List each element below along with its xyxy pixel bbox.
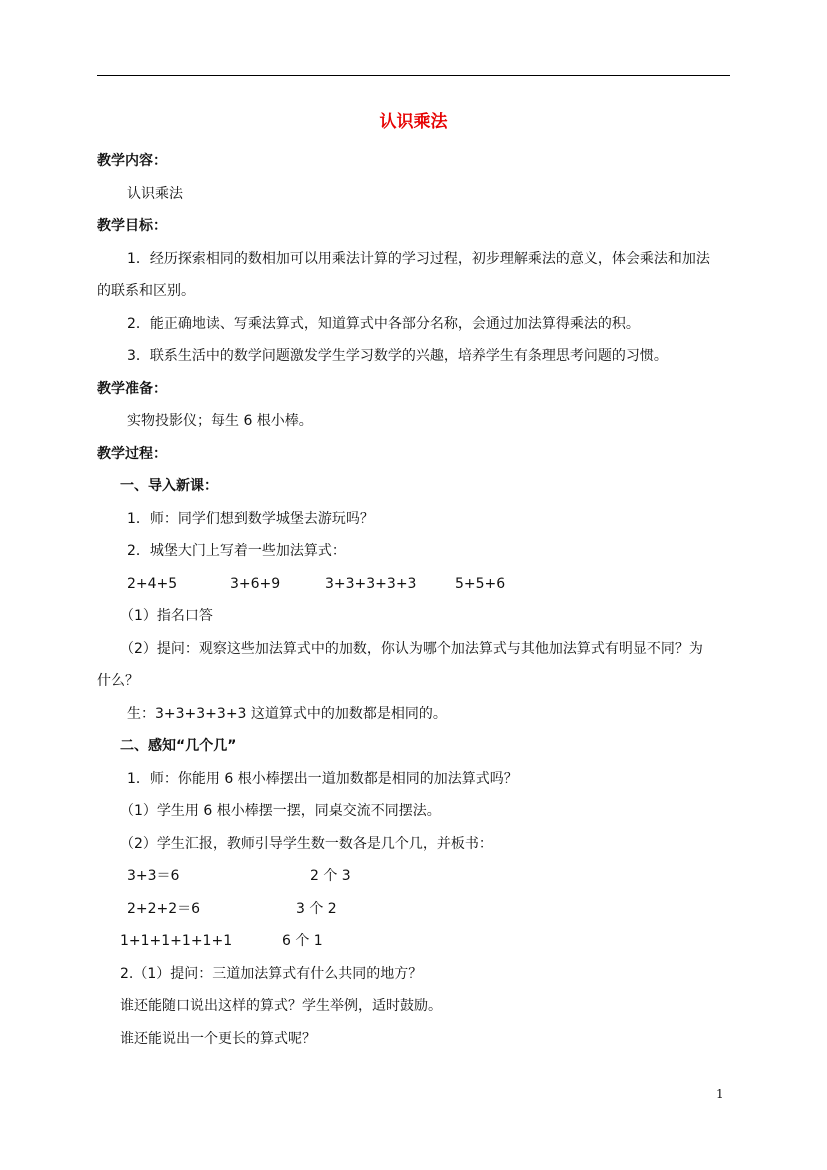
goal-3: 3．联系生活中的数学问题激发学生学习数学的兴趣，培养学生有条理思考问题的习惯。 <box>127 348 668 364</box>
part-1-question-1: 1．师：同学们想到数学城堡去游玩吗？ <box>127 511 374 527</box>
page-number: 1 <box>716 1087 724 1101</box>
board-count-3: 6 个 1 <box>282 933 323 949</box>
goal-1-line-2: 的联系和区别。 <box>97 283 195 299</box>
section-heading-content: 教学内容： <box>97 153 167 169</box>
board-expression-2: 2+2+2＝6 <box>127 901 201 917</box>
section-heading-prep: 教学准备： <box>97 381 167 397</box>
part-1-answer-1: （1）指名口答 <box>120 608 213 624</box>
header-rule <box>97 75 730 76</box>
content-text: 认识乘法 <box>127 186 183 202</box>
section-heading-process: 教学过程： <box>97 446 167 462</box>
goal-1-line-1: 1．经历探索相同的数相加可以用乘法计算的学习过程，初步理解乘法的意义，体会乘法和加法 <box>127 251 710 267</box>
part-2-question-1: 1．师：你能用 6 根小棒摆出一道加数都是相同的加法算式吗？ <box>127 771 518 787</box>
part-2-question-6: 谁还能说出一个更长的算式呢？ <box>120 1031 316 1047</box>
part-2-question-5: 谁还能随口说出这样的算式？学生举例，适时鼓励。 <box>120 998 442 1014</box>
part-1-answer-2-line-1: （2）提问：观察这些加法算式中的加数，你认为哪个加法算式与其他加法算式有明显不同？为 <box>120 641 703 657</box>
part-1-answer-2-line-2: 什么？ <box>97 673 139 689</box>
goal-2: 2．能正确地读、写乘法算式，知道算式中各部分名称，会通过加法算得乘法的积。 <box>127 316 640 332</box>
part-1-heading: 一、导入新课： <box>120 478 218 494</box>
part-2-heading: 二、感知“几个几” <box>120 738 237 754</box>
part-2-question-4: 2.（1）提问：三道加法算式有什么共同的地方？ <box>120 966 423 982</box>
addition-expression-1: 2+4+5 <box>127 576 178 592</box>
board-expression-1: 3+3＝6 <box>127 868 180 884</box>
part-2-question-2: （1）学生用 6 根小棒摆一摆，同桌交流不同摆法。 <box>120 803 441 819</box>
section-heading-goals: 教学目标： <box>97 218 167 234</box>
addition-expression-3: 3+3+3+3+3 <box>325 576 417 592</box>
board-expression-3: 1+1+1+1+1+1 <box>120 933 233 949</box>
board-count-2: 3 个 2 <box>296 901 337 917</box>
document-title: 认识乘法 <box>379 112 448 132</box>
prep-text: 实物投影仪；每生 6 根小棒。 <box>127 413 313 429</box>
part-1-answer-3: 生：3+3+3+3+3 这道算式中的加数都是相同的。 <box>127 706 447 722</box>
part-1-question-2: 2．城堡大门上写着一些加法算式： <box>127 543 346 559</box>
board-count-1: 2 个 3 <box>310 868 351 884</box>
part-2-question-3: （2）学生汇报，教师引导学生数一数各是几个几，并板书： <box>120 836 493 852</box>
addition-expression-4: 5+5+6 <box>455 576 506 592</box>
addition-expression-2: 3+6+9 <box>230 576 281 592</box>
